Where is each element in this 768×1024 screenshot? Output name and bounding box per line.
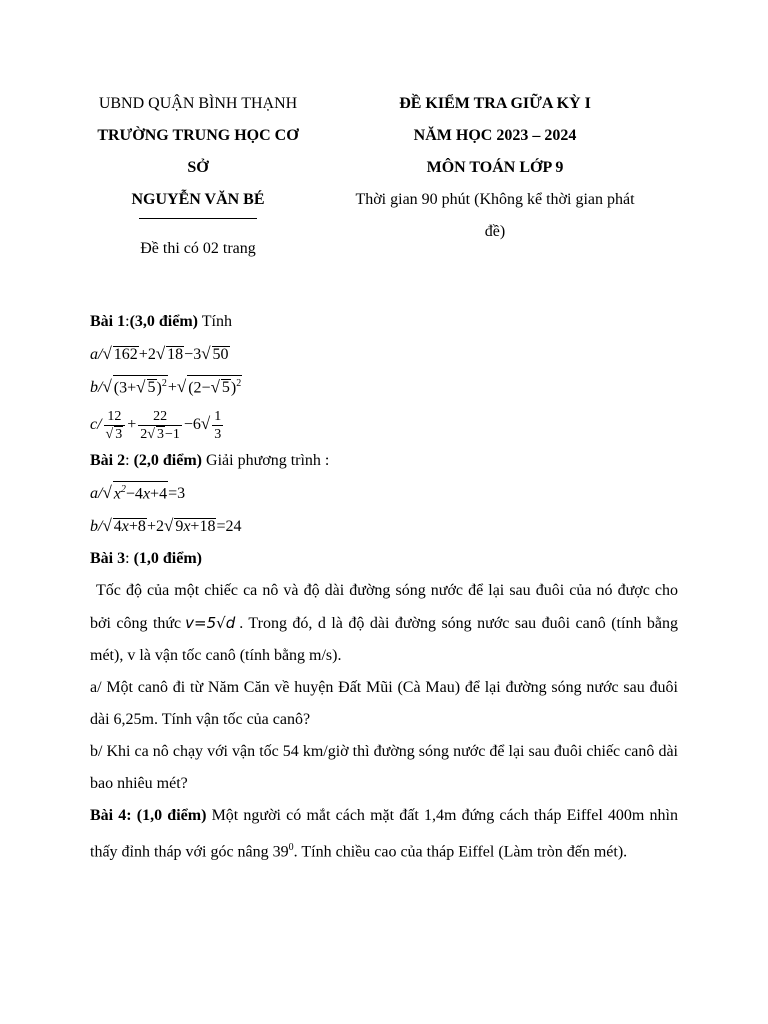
bai1-part-a: a/√ 162+2√ 18−3√ 50 (90, 344, 229, 363)
bai3-heading (90, 543, 678, 575)
bai2-label: Bài 2 (90, 452, 126, 469)
bai3-text-part2: . Trong đó, d là độ dài đường sóng nước sau đuôi canô (tính bằng mét), v là vận tốc canô (tính bằng m/s). (90, 615, 679, 664)
time-limit-line1: Thời gian 90 phút (Không kể thời gian phát (355, 191, 635, 208)
district-name: UBND QUẬN BÌNH THẠNH (98, 95, 298, 112)
bai4-paragraph (90, 800, 678, 868)
bai2-part-a: a/√ $x^2-4x+4=3$ (90, 477, 678, 510)
header-divider (139, 218, 257, 219)
header-right (330, 88, 660, 248)
bai3-part-a: a/ Một canô đi từ Năm Căn về huyện Đất Mũi (Cà Mau) để lại đường sóng nước sau đuôi dài 6,25m. Tính vận tốc của canô? (90, 679, 678, 728)
bai4-points: (1,0 điểm) (131, 807, 207, 824)
bai1-label: Bài 1 (90, 313, 126, 330)
bai4-text-part1: Một người có mắt cách mặt đất 1,4m đứng cách tháp Eiffel 400m nhìn thấy đỉnh tháp với góc nâng 39 (90, 807, 678, 861)
bai3-description (90, 575, 678, 672)
bai3-part-b: b/ Khi ca nô chạy với vận tốc 54 km/giờ thì đường sóng nước để lại sau đuôi chiếc canô dài bao nhiêu mét? (90, 743, 678, 792)
exam-title: ĐỀ KIỂM TRA GIỮA KỲ I (399, 95, 591, 112)
school-name-line3: NGUYỄN VĂN BÉ (131, 191, 265, 208)
school-name-line1: TRƯỜNG TRUNG HỌC CƠ (97, 127, 299, 144)
bai2-colon: : (125, 452, 134, 469)
bai1-instruction: Tính (198, 313, 232, 330)
bai2-instruction: Giải phương trình : (202, 452, 330, 469)
header-left (80, 88, 316, 265)
bai1-points: (3,0 điểm) (129, 313, 199, 330)
bai3-points: (1,0 điểm) (133, 550, 203, 567)
bai3-colon: : (125, 550, 134, 567)
bai1-heading (90, 306, 678, 338)
bai3-text-part1: Tốc độ của một chiếc ca nô và độ dài đường sóng nước để lại sau đuôi của nó được cho bởi công thức (90, 582, 678, 632)
bai1-part-c: c/ $\frac{12}{√ 3}$ + $\frac{22}{2√ 3-1}$ −6√ $\frac{1}{3}$ (90, 408, 222, 442)
bai3-formula: v=5√d (185, 614, 236, 632)
bai1-colon: : (125, 313, 130, 330)
bai2-points: (2,0 điểm) (133, 452, 203, 469)
school-year: NĂM HỌC 2023 – 2024 (413, 127, 577, 144)
bai2-part-b: b/√ 4x+8+2√ 9x+18=24 (90, 516, 242, 535)
subject: MÔN TOÁN LỚP 9 (426, 159, 564, 176)
time-limit-line2: đề) (484, 223, 506, 240)
exam-body (90, 306, 678, 868)
bai3-label: Bài 3 (90, 550, 126, 567)
pages-note: Đề thi có 02 trang (140, 240, 256, 257)
bai1-part-b: b/√ (3+√ 5)$^2$+√ (2−√ 5)$^2$ (90, 371, 678, 404)
bai4-degree: 0 (288, 842, 294, 853)
school-name-line2: SỞ (187, 159, 209, 176)
bai4-label: Bài 4: (90, 807, 132, 824)
bai2-heading (90, 445, 678, 477)
bai4-text-part2: . Tính chiều cao của tháp Eiffel (Làm tròn đến mét). (293, 843, 628, 861)
